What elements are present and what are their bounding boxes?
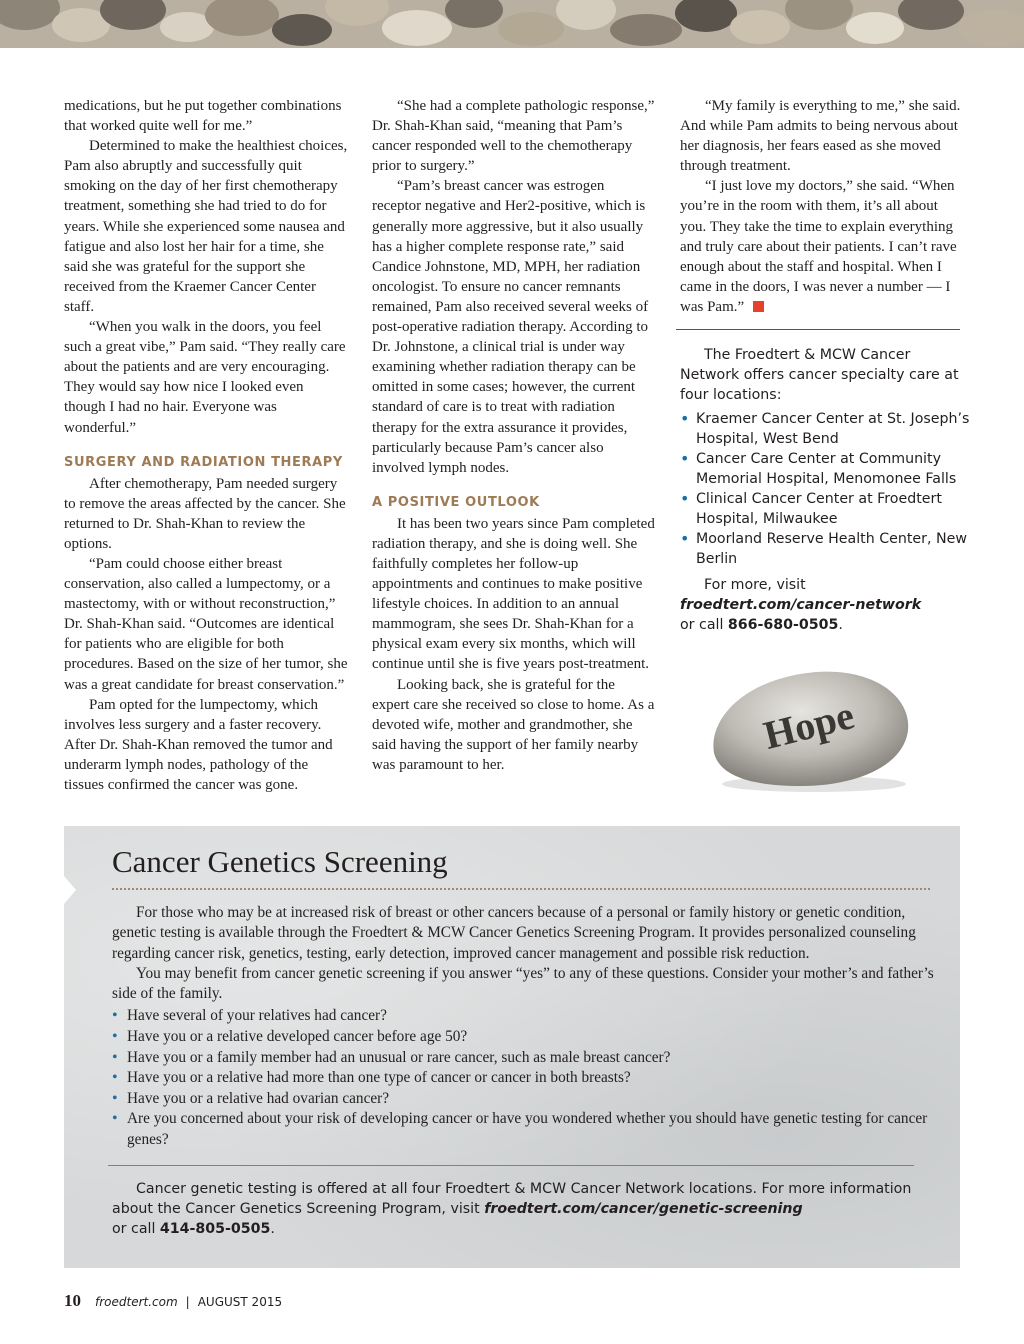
paragraph: “My family is everything to me,” she said. And while Pam admits to being nervous about her diagnosis, her fears eased as she moved through treatment. bbox=[680, 98, 961, 175]
question-item: • Have you or a relative developed cancer before age 50? bbox=[112, 1027, 942, 1048]
paragraph-text: “I just love my doctors,” she said. “When you’re in the room with them, it’s all about you. They take the time to explain everything and truly care about their patients. I can’t rave enough about the staff and hospital. When I came in the doors, I was never a number — I was Pam.” bbox=[680, 178, 957, 315]
network-phone[interactable]: 866-680-0505 bbox=[727, 617, 839, 633]
question-item: • Have several of your relatives had cancer? bbox=[112, 1006, 942, 1027]
paragraph: Looking back, she is grateful for the expert care she received so close to home. As a devoted wife, mother and grandmother, she said having the support of her family nearby was paramount to her. bbox=[372, 676, 655, 773]
location-item: • Kraemer Cancer Center at St. Joseph’s Hospital, West Bend bbox=[680, 409, 970, 449]
period: . bbox=[838, 617, 843, 633]
paragraph: “She had a complete pathologic response,” Dr. Shah-Khan said, “meaning that Pam’s cancer responded well to the chemotherapy prior to surgery.” bbox=[372, 98, 655, 175]
paragraph: It has been two years since Pam completed radiation therapy, and she is doing well. She faithfully completes her follow-up appointments and continues to make positive lifestyle choices. In addition to an annual mammogram, she sees Dr. Shah-Khan for a physical exam every six months, which will continue until she is five years post-treatment. bbox=[372, 515, 655, 673]
divider bbox=[676, 329, 960, 330]
end-of-article-mark-icon bbox=[753, 301, 764, 312]
location-list bbox=[680, 409, 970, 569]
network-intro: The Froedtert & MCW Cancer Network offers cancer specialty care at four locations: bbox=[680, 347, 959, 403]
footer-separator: | bbox=[185, 1295, 190, 1309]
article-column-1 bbox=[64, 96, 348, 795]
paragraph: medications, but he put together combinations that worked quite well for me.” bbox=[64, 98, 342, 135]
page-footer bbox=[64, 1291, 282, 1315]
network-url-link[interactable]: froedtert.com/cancer-network bbox=[680, 597, 922, 613]
screening-question-list bbox=[112, 1006, 942, 1150]
footer-site: froedtert.com bbox=[95, 1295, 178, 1309]
footer-text: Cancer genetic testing is offered at all four Froedtert & MCW Cancer Network locations. For more information about the Cancer Genetics Screening Program, visit bbox=[112, 1181, 912, 1217]
location-item: • Clinical Cancer Center at Froedtert Hospital, Milwaukee bbox=[680, 489, 970, 529]
paragraph bbox=[680, 176, 964, 317]
genetics-box-footer bbox=[112, 1179, 942, 1239]
question-item: • Have you or a relative had ovarian cancer? bbox=[112, 1089, 942, 1110]
location-item: • Cancer Care Center at Community Memorial Hospital, Menomonee Falls bbox=[680, 449, 970, 489]
question-item: • Have you or a family member had an unusual or rare cancer, such as male breast cancer? bbox=[112, 1048, 942, 1069]
genetics-phone[interactable]: 414-805-0505 bbox=[159, 1221, 271, 1237]
period: . bbox=[270, 1221, 275, 1237]
page-number: 10 bbox=[64, 1291, 81, 1310]
paragraph: Determined to make the healthiest choices, Pam also abruptly and successfully quit smoking on the day of her first chemotherapy treatment, something she had tried to do for years. While she experienced some nausea and fatigue and also lost her hair for a time, she said she was grateful for the support she received from the Kraemer Cancer Center staff. bbox=[64, 138, 348, 315]
pebble-banner-image bbox=[0, 0, 1024, 48]
paragraph: “When you walk in the doors, you feel such a great vibe,” Pam said. “They really care about the patients and are very encouraging. They would say how nice I looked even though I had no hair. Everyone was wonderful.” bbox=[64, 319, 346, 436]
divider bbox=[108, 1165, 914, 1166]
question-item: • Are you concerned about your risk of developing cancer or have you wondered whether you should have genetic testing for cancer genes? bbox=[112, 1109, 942, 1150]
paragraph bbox=[112, 1179, 942, 1239]
section-heading-surgery: SURGERY AND RADIATION THERAPY bbox=[64, 454, 343, 470]
question-item: • Have you or a relative had more than one type of cancer or cancer in both breasts? bbox=[112, 1068, 942, 1089]
paragraph: For those who may be at increased risk of breast or other cancers because of a personal or family history or genetic condition, genetic testing is available through the Froedtert & MCW Cancer Genetics Screening Program. It provides personalized counseling regarding cancer risk, genetics, testing, early detection, improved cancer management and possible risk reduction. bbox=[112, 904, 916, 962]
call-prefix: or call bbox=[112, 1221, 156, 1237]
article-column-3 bbox=[680, 96, 964, 317]
paragraph: “Pam could choose either breast conservation, also called a lumpectomy, or a mastectomy, with or without reconstruction,” Dr. Shah-Khan said. “Outcomes are identical for patients who are eligible for both procedures. Based on the size of her tumor, she was a great candidate for breast conservation.” bbox=[64, 555, 348, 693]
footer-issue: AUGUST 2015 bbox=[197, 1295, 283, 1309]
more-info-line: For more, visit bbox=[704, 577, 806, 593]
location-item: • Moorland Reserve Health Center, New Berlin bbox=[680, 529, 970, 569]
article-column-2 bbox=[372, 96, 656, 775]
genetics-url-link[interactable]: froedtert.com/cancer/genetic-screening bbox=[484, 1201, 803, 1217]
paragraph: “Pam’s breast cancer was estrogen receptor negative and Her2-positive, which is generally more aggressive, but it also usually has a higher complete response rate,” said Candice Johnstone, MD, MPH, her radiation oncologist. To ensure no cancer remnants remained, Pam also received several weeks of post-operative radiation therapy. According to Dr. Johnstone, a clinical trial is under way examining whether radiation therapy can be omitted in some cases; however, the current standard of care is to treat with radiation therapy for the extra assurance it provides, particularly because Pam’s cancer also involved lymph nodes. bbox=[372, 178, 649, 476]
contact-line bbox=[680, 595, 970, 635]
call-prefix: or call bbox=[680, 617, 724, 633]
genetics-box-body bbox=[112, 903, 942, 1151]
stone-engraving-text: Hope bbox=[759, 692, 859, 758]
cancer-network-sidebar bbox=[680, 345, 970, 635]
paragraph: After chemotherapy, Pam needed surgery to remove the areas affected by the cancer. She returned to Dr. Shah-Khan to review the options. bbox=[64, 475, 346, 552]
paragraph: You may benefit from cancer genetic screening if you answer “yes” to any of these questions. Consider your mother’s and father’s side of the family. bbox=[112, 964, 934, 1003]
box-notch bbox=[64, 876, 76, 904]
section-heading-outlook: A POSITIVE OUTLOOK bbox=[372, 494, 540, 510]
dotted-divider bbox=[112, 888, 930, 890]
paragraph: Pam opted for the lumpectomy, which involves less surgery and a faster recovery. After Dr. Shah-Khan removed the tumor and underarm lymph nodes, pathology of the tissues confirmed the cancer was gone. bbox=[64, 696, 333, 793]
genetics-box-title: Cancer Genetics Screening bbox=[112, 844, 448, 879]
hope-stone-image bbox=[706, 658, 916, 798]
